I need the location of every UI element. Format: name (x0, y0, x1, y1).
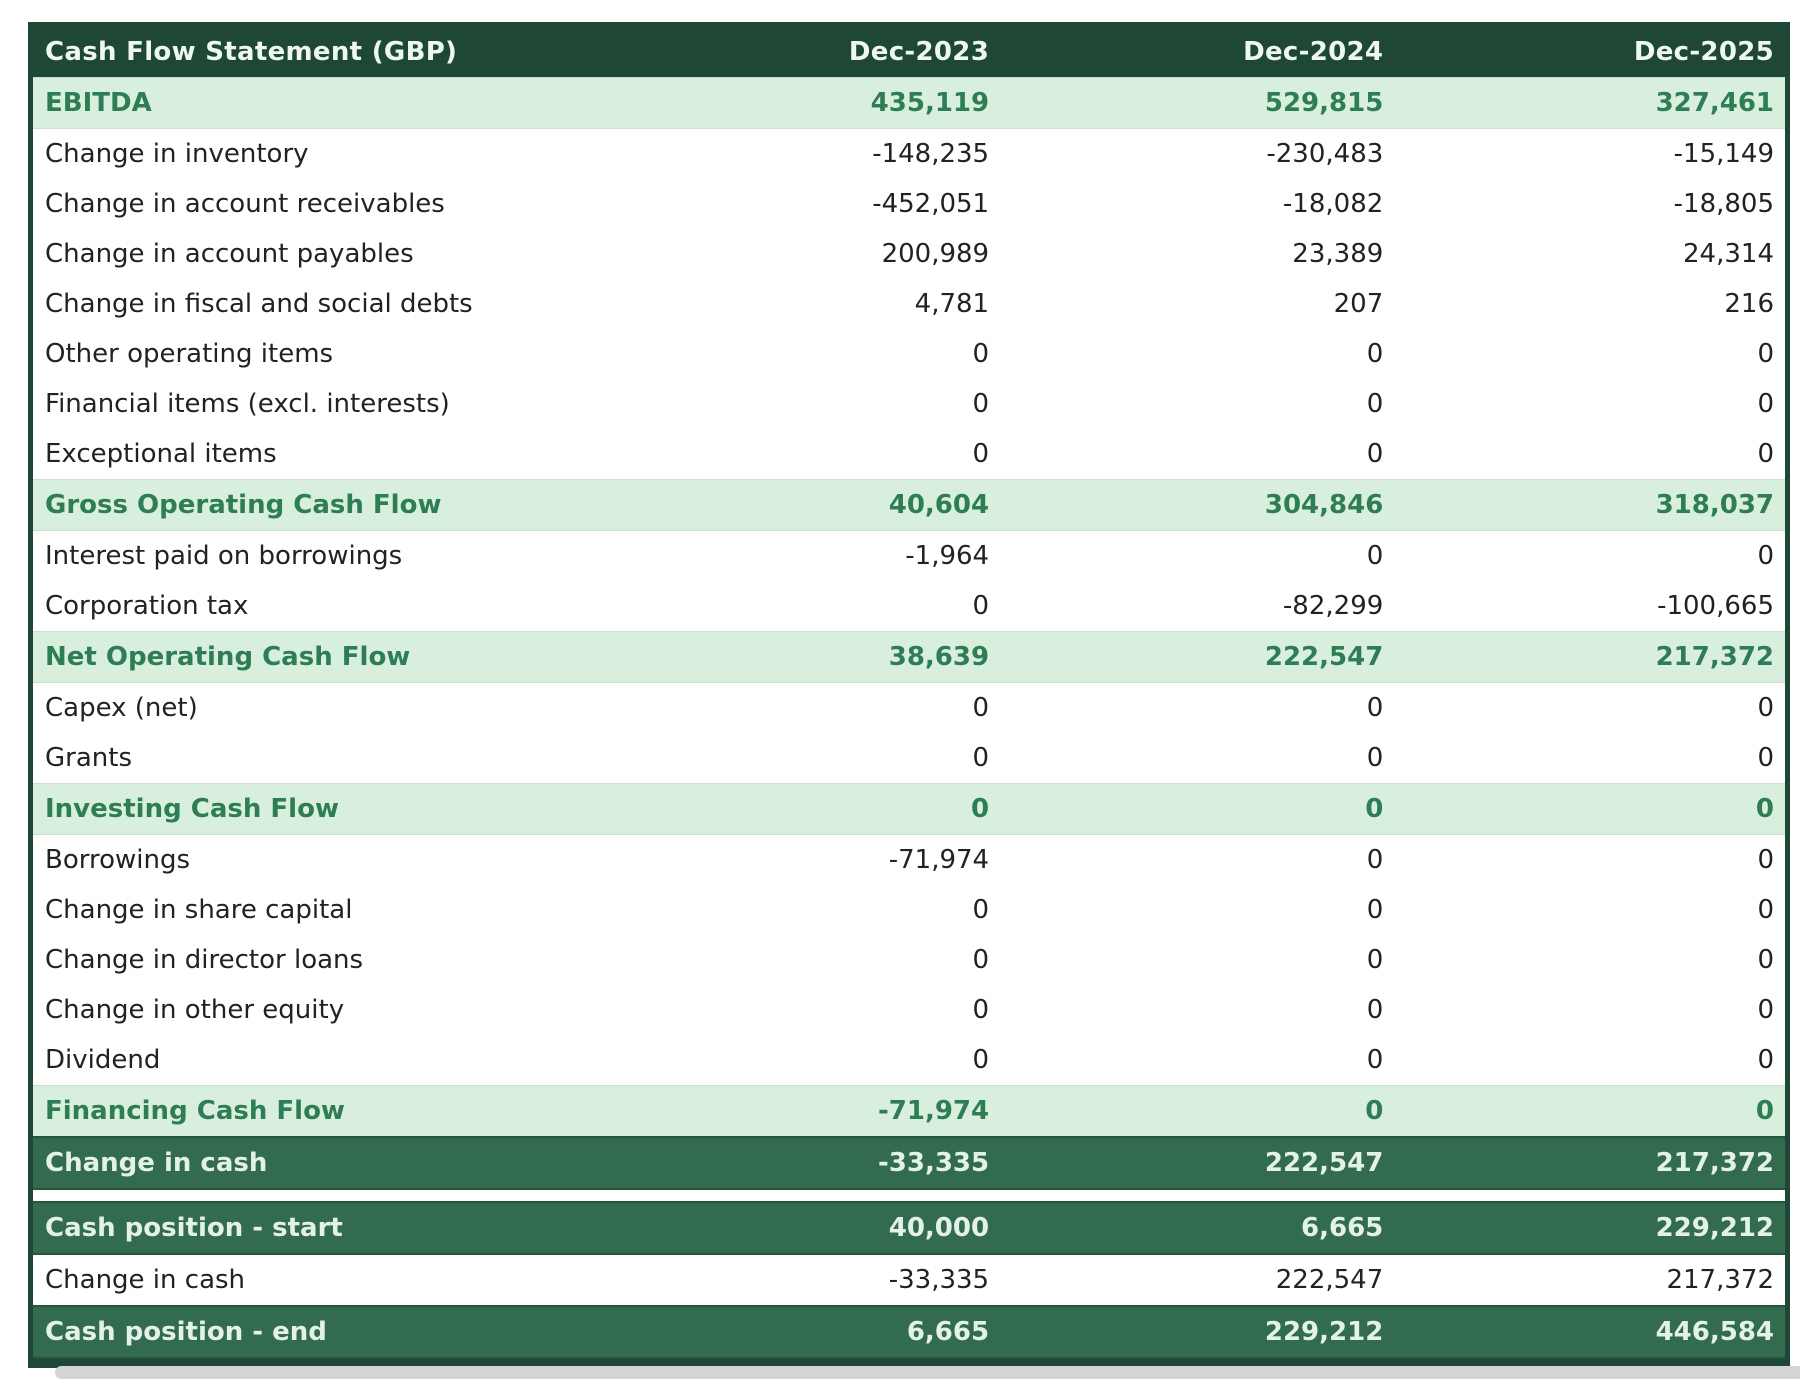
table-row (33, 784, 1785, 835)
row-label: Borrowings (33, 835, 734, 886)
cell-value: 217,372 (1394, 1137, 1785, 1189)
table-row (33, 531, 1785, 582)
section-gap (33, 1189, 1785, 1202)
table-row (33, 1202, 1785, 1254)
table-row (33, 733, 1785, 784)
cell-value: 0 (1000, 935, 1394, 985)
cell-value: 38,639 (734, 632, 1000, 683)
cell-value: 200,989 (734, 229, 1000, 279)
cell-value: 0 (734, 885, 1000, 935)
cell-value: -18,805 (1394, 179, 1785, 229)
cell-value: -33,335 (734, 1137, 1000, 1189)
row-label: Gross Operating Cash Flow (33, 480, 734, 531)
cell-value: 0 (1000, 683, 1394, 734)
table-row (33, 935, 1785, 985)
row-label: EBITDA (33, 78, 734, 129)
cell-value: 0 (1394, 1086, 1785, 1138)
table-row (33, 329, 1785, 379)
cell-value: 4,781 (734, 279, 1000, 329)
cell-value: -18,082 (1000, 179, 1394, 229)
cell-value: 23,389 (1000, 229, 1394, 279)
table-row (33, 1254, 1785, 1306)
cell-value: 6,665 (734, 1306, 1000, 1358)
cell-value: 0 (1394, 985, 1785, 1035)
cell-value: 0 (734, 379, 1000, 429)
cell-value: 24,314 (1394, 229, 1785, 279)
cell-value: -1,964 (734, 531, 1000, 582)
cell-value: 0 (1394, 531, 1785, 582)
row-label: Change in other equity (33, 985, 734, 1035)
row-label: Exceptional items (33, 429, 734, 480)
cell-value: 229,212 (1000, 1306, 1394, 1358)
table-row (33, 1086, 1785, 1138)
cell-value: 318,037 (1394, 480, 1785, 531)
table-row (33, 379, 1785, 429)
cell-value: 0 (734, 733, 1000, 784)
cell-value: -33,335 (734, 1254, 1000, 1306)
row-label: Change in cash (33, 1254, 734, 1306)
table-header-row (33, 27, 1785, 78)
table-row (33, 129, 1785, 180)
row-label: Change in inventory (33, 129, 734, 180)
section-gap-cell (33, 1189, 1785, 1202)
cell-value: 0 (1000, 531, 1394, 582)
cell-value: 529,815 (1000, 78, 1394, 129)
table-row (33, 835, 1785, 886)
cell-value: 304,846 (1000, 480, 1394, 531)
cell-value: -230,483 (1000, 129, 1394, 180)
cell-value: 0 (734, 985, 1000, 1035)
table-row (33, 78, 1785, 129)
cell-value: -15,149 (1394, 129, 1785, 180)
cell-value: -71,974 (734, 1086, 1000, 1138)
table-row (33, 229, 1785, 279)
table-row (33, 632, 1785, 683)
row-label: Change in account payables (33, 229, 734, 279)
cell-value: 40,000 (734, 1202, 1000, 1254)
cell-value: 0 (1000, 985, 1394, 1035)
cell-value: 0 (734, 784, 1000, 835)
row-label: Change in account receivables (33, 179, 734, 229)
cell-value: 0 (1000, 1086, 1394, 1138)
cell-value: 0 (1000, 1035, 1394, 1086)
cell-value: 6,665 (1000, 1202, 1394, 1254)
cash-flow-table (33, 27, 1785, 1359)
cell-value: 0 (1000, 784, 1394, 835)
cell-value: 0 (734, 935, 1000, 985)
cell-value: 435,119 (734, 78, 1000, 129)
cell-value: 0 (1394, 885, 1785, 935)
cell-value: 0 (734, 1035, 1000, 1086)
cell-value: 0 (1000, 429, 1394, 480)
row-label: Investing Cash Flow (33, 784, 734, 835)
row-label: Change in fiscal and social debts (33, 279, 734, 329)
cell-value: 0 (1000, 835, 1394, 886)
cell-value: 0 (734, 581, 1000, 632)
table-row (33, 1306, 1785, 1358)
cell-value: 216 (1394, 279, 1785, 329)
row-label: Cash position - end (33, 1306, 734, 1358)
cash-flow-statement-table (28, 22, 1790, 1368)
cell-value: 0 (1394, 379, 1785, 429)
cell-value: 0 (1394, 733, 1785, 784)
cell-value: 40,604 (734, 480, 1000, 531)
row-label: Interest paid on borrowings (33, 531, 734, 582)
column-header-dec-2024: Dec-2024 (1000, 27, 1394, 78)
row-label: Dividend (33, 1035, 734, 1086)
table-row (33, 985, 1785, 1035)
column-header-dec-2025: Dec-2025 (1394, 27, 1785, 78)
column-header-dec-2023: Dec-2023 (734, 27, 1000, 78)
row-label: Capex (net) (33, 683, 734, 734)
row-label: Financial items (excl. interests) (33, 379, 734, 429)
cell-value: -148,235 (734, 129, 1000, 180)
cell-value: -82,299 (1000, 581, 1394, 632)
cell-value: 222,547 (1000, 1254, 1394, 1306)
table-row (33, 1035, 1785, 1086)
cell-value: 0 (1000, 733, 1394, 784)
cell-value: 222,547 (1000, 1137, 1394, 1189)
row-label: Corporation tax (33, 581, 734, 632)
cell-value: 0 (1000, 885, 1394, 935)
row-label: Financing Cash Flow (33, 1086, 734, 1138)
row-label: Change in cash (33, 1137, 734, 1189)
horizontal-scrollbar[interactable] (55, 1366, 1800, 1379)
cell-value: 207 (1000, 279, 1394, 329)
cell-value: -71,974 (734, 835, 1000, 886)
cell-value: 327,461 (1394, 78, 1785, 129)
table-row (33, 179, 1785, 229)
table-title: Cash Flow Statement (GBP) (33, 27, 734, 78)
cell-value: 0 (1000, 379, 1394, 429)
row-label: Change in share capital (33, 885, 734, 935)
cell-value: 0 (734, 683, 1000, 734)
table-row (33, 581, 1785, 632)
row-label: Grants (33, 733, 734, 784)
cell-value: -452,051 (734, 179, 1000, 229)
row-label: Other operating items (33, 329, 734, 379)
cell-value: 446,584 (1394, 1306, 1785, 1358)
cell-value: 0 (1394, 935, 1785, 985)
table-row (33, 885, 1785, 935)
row-label: Net Operating Cash Flow (33, 632, 734, 683)
cell-value: 222,547 (1000, 632, 1394, 683)
cell-value: 229,212 (1394, 1202, 1785, 1254)
table-row (33, 480, 1785, 531)
row-label: Change in director loans (33, 935, 734, 985)
cell-value: 217,372 (1394, 1254, 1785, 1306)
cashflow-table-body (33, 78, 1785, 1359)
table-row (33, 683, 1785, 734)
cell-value: 0 (1394, 429, 1785, 480)
cell-value: 0 (1394, 784, 1785, 835)
cell-value: 0 (734, 429, 1000, 480)
cell-value: 217,372 (1394, 632, 1785, 683)
cell-value: 0 (1394, 329, 1785, 379)
cell-value: 0 (1394, 835, 1785, 886)
cell-value: 0 (734, 329, 1000, 379)
table-row (33, 1137, 1785, 1189)
table-row (33, 279, 1785, 329)
table-row (33, 429, 1785, 480)
row-label: Cash position - start (33, 1202, 734, 1254)
cell-value: 0 (1394, 683, 1785, 734)
table-header (33, 27, 1785, 78)
cell-value: 0 (1394, 1035, 1785, 1086)
cell-value: -100,665 (1394, 581, 1785, 632)
cell-value: 0 (1000, 329, 1394, 379)
